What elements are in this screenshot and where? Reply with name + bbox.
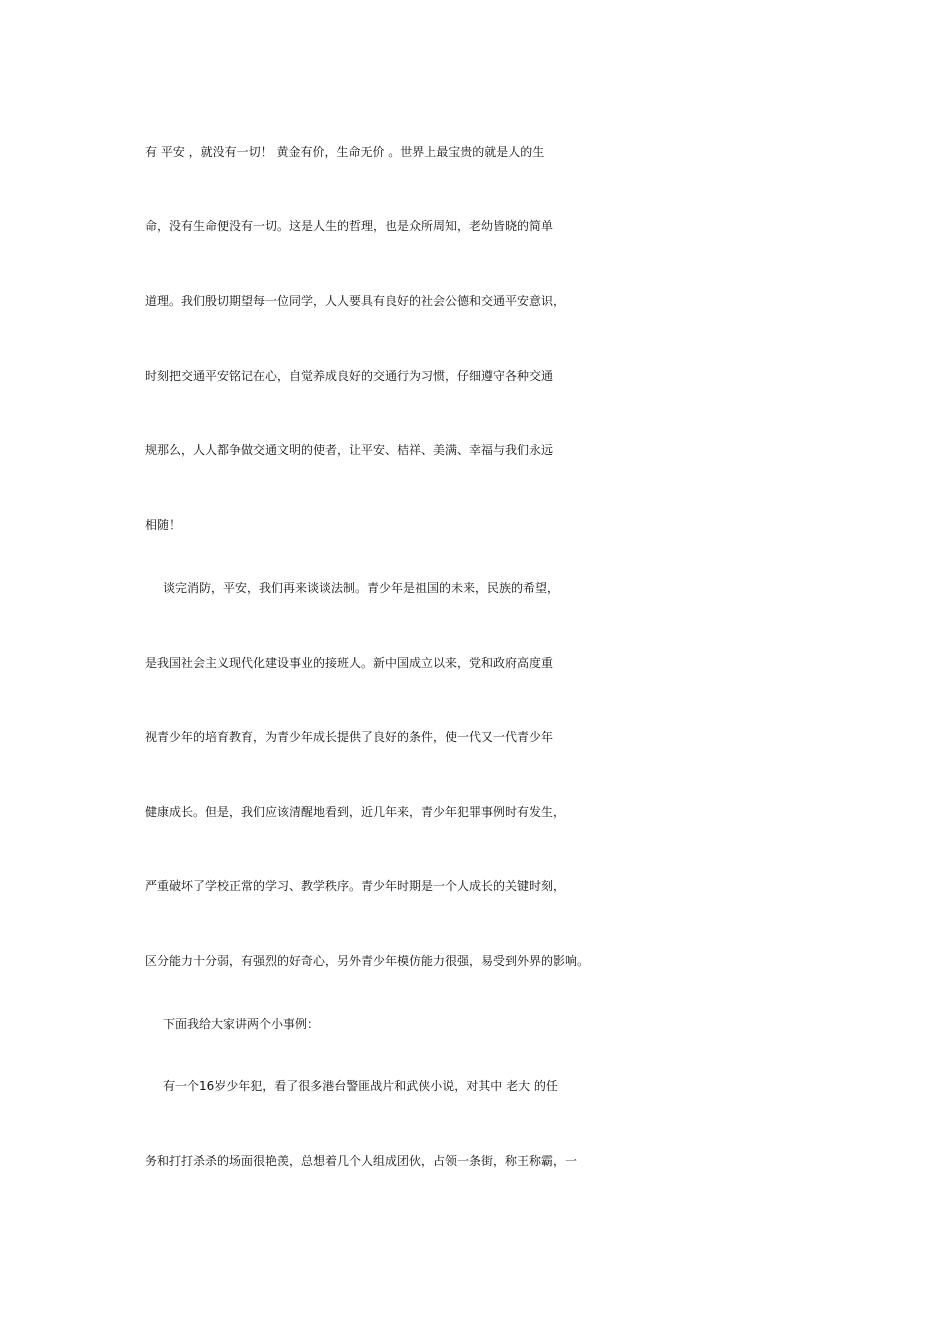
paragraph-line: 时刻把交通平安铭记在心，自觉养成良好的交通行为习惯，仔细遵守各种交通 bbox=[145, 369, 554, 383]
paragraph-line: 健康成长。但是，我们应该清醒地看到，近几年来，青少年犯罪事例时有发生， bbox=[145, 805, 566, 819]
paragraph-line: 规那么，人人都争做交通文明的使者，让平安、桔祥、美满、幸福与我们永远 bbox=[145, 443, 554, 457]
paragraph-line: 道理。我们殷切期望每一位同学，人人要具有良好的社会公德和交通平安意识， bbox=[145, 294, 566, 308]
paragraph-line: 下面我给大家讲两个小事例： bbox=[163, 1017, 320, 1031]
paragraph-line: 谈完消防，平安，我们再来谈谈法制。青少年是祖国的未来，民族的希望， bbox=[163, 581, 560, 595]
paragraph-line: 区分能力十分弱，有强烈的好奇心，另外青少年模仿能力很强，易受到外界的影响。 bbox=[145, 954, 590, 968]
paragraph-line: 是我国社会主义现代化建设事业的接班人。新中国成立以来，党和政府高度重 bbox=[145, 656, 554, 670]
paragraph-line: 有 平安 ，就没有一切！ 黄金有价，生命无价 。世界上最宝贵的就是人的生 bbox=[145, 145, 545, 159]
paragraph-line: 有一个16岁少年犯，看了很多港台警匪战片和武侠小说，对其中 老大 的任 bbox=[163, 1079, 558, 1093]
paragraph-line: 视青少年的培育教育，为青少年成长提供了良好的条件，使一代又一代青少年 bbox=[145, 730, 554, 744]
paragraph-line: 务和打打杀杀的场面很艳羡，总想着几个人组成团伙，占领一条街，称王称霸，一 bbox=[145, 1154, 578, 1168]
paragraph-line: 命，没有生命便没有一切。这是人生的哲理，也是众所周知，老幼皆晓的简单 bbox=[145, 219, 554, 233]
paragraph-line: 严重破坏了学校正常的学习、教学秩序。青少年时期是一个人成长的关键时刻， bbox=[145, 879, 566, 893]
paragraph-line: 相随！ bbox=[145, 518, 182, 532]
